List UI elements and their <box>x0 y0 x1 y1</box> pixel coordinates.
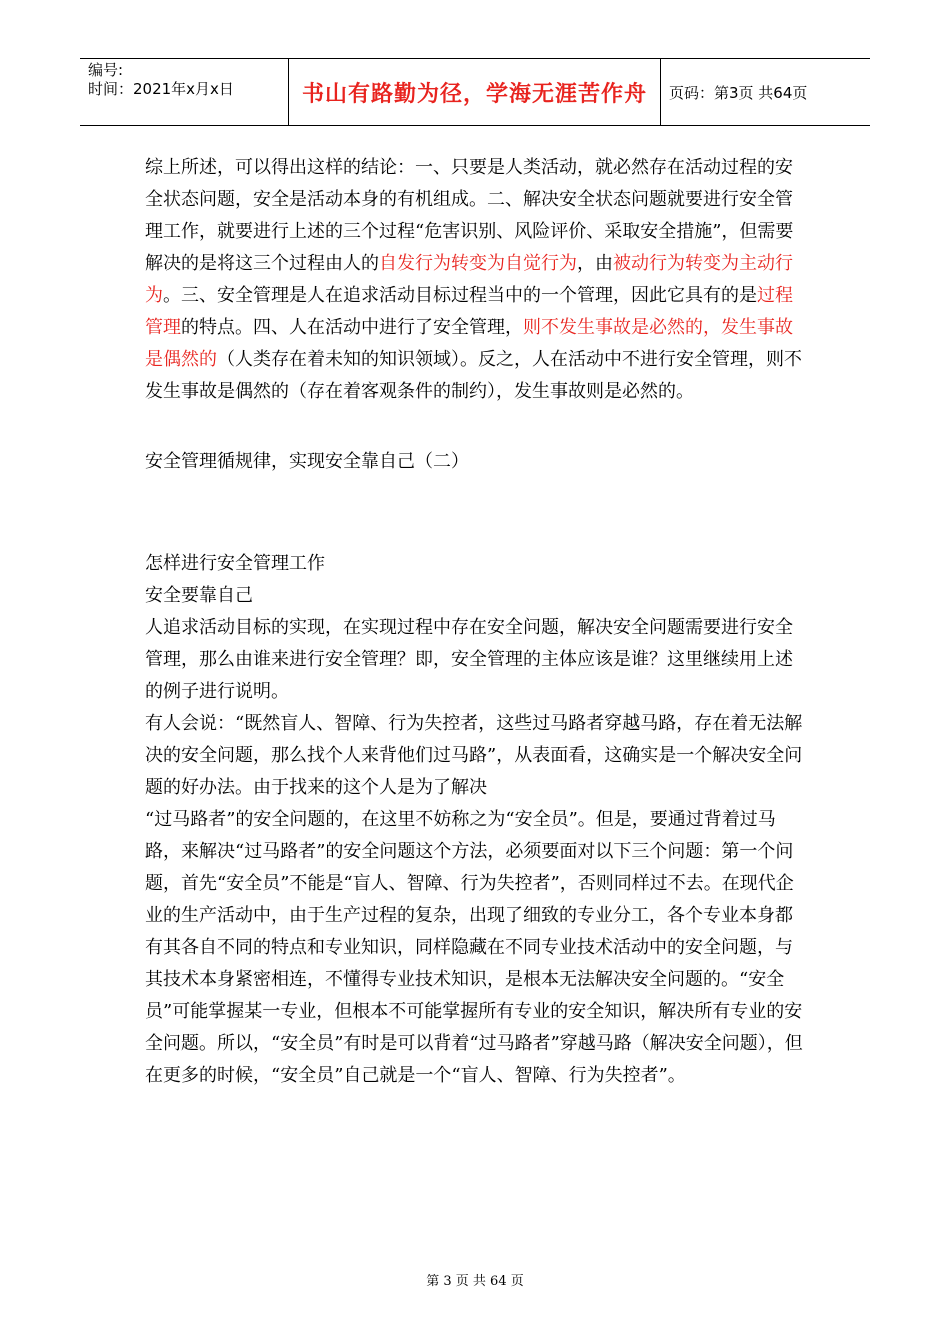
highlighted-text: 被动行为转变为主动行为 <box>145 253 793 306</box>
document-date-label: 时间：2021年x月x日 <box>88 80 234 98</box>
section-title: 安全管理循规律，实现安全靠自己（二） <box>145 451 469 472</box>
text-run: 。三、安全管理是人在追求活动目标过程当中的一个管理，因此它具有的是 <box>163 285 757 306</box>
document-body <box>145 152 810 1092</box>
body-paragraph: 人追求活动目标的实现，在实现过程中存在安全问题，解决安全问题需要进行安全管理，那么由谁来进行安全管理？即，安全管理的主体应该是谁？这里继续用上述的例子进行说明。 <box>145 617 793 702</box>
subtitle-rely-on-self: 安全要靠自己 <box>145 585 253 606</box>
text-run: ，由 <box>577 253 613 274</box>
document-number-label: 编号: <box>88 61 124 79</box>
text-run: （人类存在着未知的知识领域）。反之，人在活动中不进行安全管理，则不发生事故是偶然的（存在着客观条件的制约），发生事故则是必然的。 <box>145 349 802 402</box>
header-motto: 书山有路勤为径，学海无涯苦作舟 <box>289 59 661 125</box>
body-paragraph: 有人会说：“既然盲人、智障、行为失控者，这些过马路者穿越马路，存在着无法解决的安全问题，那么找个人来背他们过马路”，从表面看，这确实是一个解决安全问题的好办法。由于找来的这个人是为了解决 <box>145 713 803 798</box>
text-run: 综上所述，可以得出这样的结论：一、只要是人类活动，就必然存在活动过程的安全状态问题，安全是活动本身的有机组成。二、解决安全状态问题就要进行安全管理工作，就要进行上述的三个过程“危害识别、风险评价、采取安全措施”，但需要解决的是将这三个过程由人的 <box>145 157 794 274</box>
header-meta <box>80 59 289 125</box>
subtitle-how-to-manage: 怎样进行安全管理工作 <box>145 553 325 574</box>
page-footer: 第 3 页 共 64 页 <box>426 1274 524 1289</box>
header-page-label: 页码：第3页 共64页 <box>669 83 808 102</box>
text-run: 的特点。四、人在活动中进行了安全管理， <box>181 317 523 338</box>
conclusion-paragraph <box>145 152 810 408</box>
page-header <box>80 58 870 126</box>
highlighted-text: 过程管理 <box>145 285 793 338</box>
body-paragraph: “过马路者”的安全问题的，在这里不妨称之为“安全员”。但是，要通过背着过马路，来解决“过马路者”的安全问题这个方法，必须要面对以下三个问题：第一个问题，首先“安全员”不能是“盲人、智障、行为失控者”，否则同样过不去。在现代企业的生产活动中，由于生产过程的复杂，出现了细致的专业分工，各个专业本身都有其各自不同的特点和专业知识，同样隐藏在不同专业技术活动中的安全问题，与其技术本身紧密相连，不懂得专业技术知识，是根本无法解决安全问题的。“安全员”可能掌握某一专业，但根本不可能掌握所有专业的安全知识，解决所有专业的安全问题。所以，“安全员”有时是可以背着“过马路者”穿越马路（解决安全问题），但在更多的时候，“安全员”自己就是一个“盲人、智障、行为失控者”。 <box>145 809 803 1086</box>
highlighted-text: 则不发生事故是必然的，发生事故是偶然的 <box>145 317 793 370</box>
highlighted-text: 自发行为转变为自觉行为 <box>379 253 577 274</box>
